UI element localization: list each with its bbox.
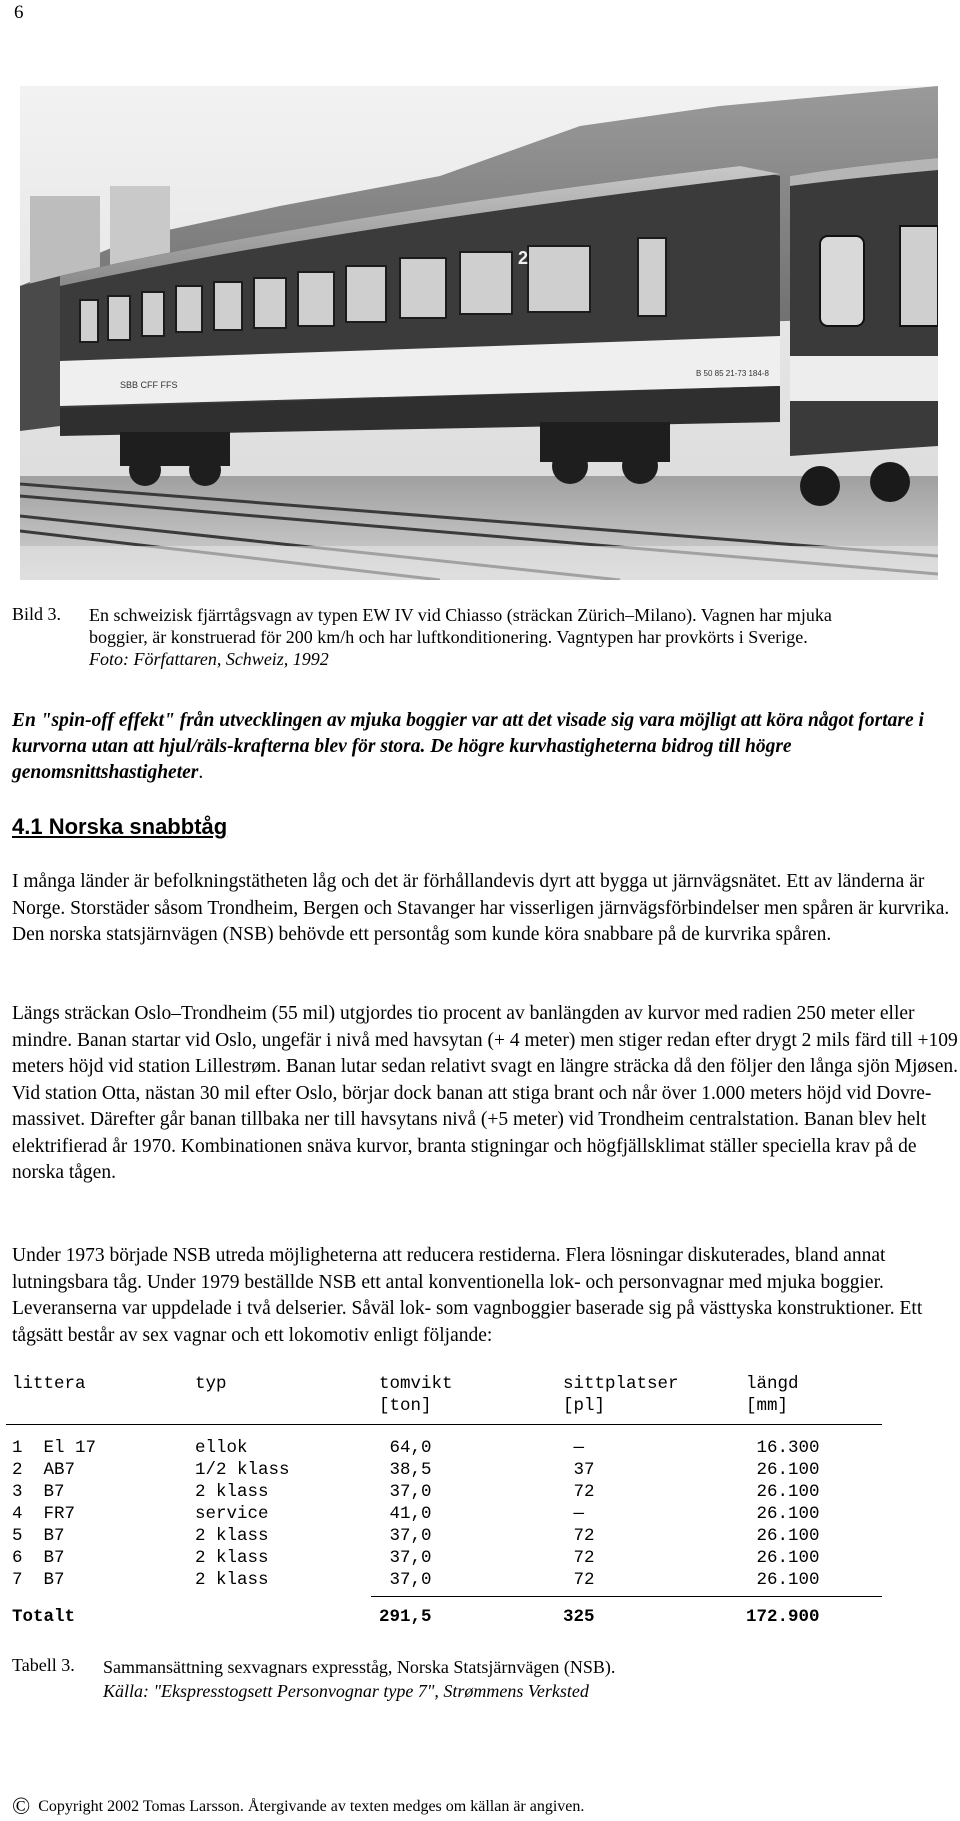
figure-caption-line-1: En schweizisk fjärrtågsvagn av typen EW IV vid Chiasso (sträckan Zürich–Milano). Vagnen har mjuka xyxy=(89,605,832,625)
header-littera: littera xyxy=(12,1374,86,1394)
unit-mm: [mm] xyxy=(746,1396,789,1416)
table-caption-label: Tabell 3. xyxy=(12,1655,75,1675)
table-row xyxy=(12,1460,820,1482)
total-sittplatser: 325 xyxy=(563,1607,595,1627)
cell-tomvikt: 41,0 xyxy=(379,1504,432,1524)
total-label: Totalt xyxy=(12,1607,76,1627)
cell-typ: 1/2 klass xyxy=(195,1460,290,1480)
cell-tomvikt: 37,0 xyxy=(379,1570,432,1590)
table-caption-line-1: Sammansättning sexvagnars expresståg, Norska Statsjärnvägen (NSB). xyxy=(103,1657,616,1677)
cell-sittplatser: — xyxy=(563,1438,585,1458)
intro-text: En "spin-off effekt" från utvecklingen av mjuka boggier var att det visade sig vara möjligt att köra något fortare i kurvorna utan att hjul/räls-krafterna blev för stora. De högre kurvhastigheterna bidrog till högre genomsnittshastigheter xyxy=(12,710,924,783)
cell-typ: service xyxy=(195,1504,269,1524)
cell-littera: 5 B7 xyxy=(12,1526,65,1546)
page-number: 6 xyxy=(14,2,24,23)
figure-caption-line-2: boggier, är konstruerad för 200 km/h och har luftkonditionering. Vagntypen har provkörts i Sverige. xyxy=(89,627,808,647)
car-class-number: 2 xyxy=(518,248,529,268)
cell-sittplatser: — xyxy=(563,1504,585,1524)
cell-sittplatser: 72 xyxy=(563,1526,595,1546)
cell-langd: 26.100 xyxy=(746,1504,820,1524)
copyright-text: Copyright 2002 Tomas Larsson. Återgivande av texten medges om källan är angiven. xyxy=(38,1798,585,1815)
header-langd: längd xyxy=(746,1374,799,1394)
figure-caption xyxy=(89,604,949,670)
section-heading: 4.1 Norska snabbtåg xyxy=(12,814,228,839)
cell-sittplatser: 72 xyxy=(563,1570,595,1590)
header-tomvikt: tomvikt xyxy=(379,1374,453,1394)
train-photo xyxy=(20,86,938,580)
cell-littera: 3 B7 xyxy=(12,1482,65,1502)
table-caption xyxy=(103,1655,923,1703)
cell-tomvikt: 64,0 xyxy=(379,1438,432,1458)
cell-typ: 2 klass xyxy=(195,1548,269,1568)
cell-langd: 26.100 xyxy=(746,1460,820,1480)
table-header-rule xyxy=(6,1424,882,1425)
cell-langd: 16.300 xyxy=(746,1438,820,1458)
cell-tomvikt: 38,5 xyxy=(379,1460,432,1480)
unit-ton: [ton] xyxy=(379,1396,432,1416)
paragraph-1: I många länder är befolkningstätheten låg och det är förhållandevis dyrt att bygga ut järnvägsnätet. Ett av länderna är Norge. Storstäder såsom Trondheim, Bergen och Stavanger har visserligen järnvägsförbindelser men spåren är kurvrika. Den norska statsjärnvägen (NSB) behövde ett persontåg som kunde köra snabbare på de kurvrika spåren. xyxy=(12,871,950,945)
table-source: Källa: "Ekspresstogsett Personvognar type 7", Strømmens Verksted xyxy=(103,1681,589,1701)
intro-period: . xyxy=(198,762,204,783)
header-typ: typ xyxy=(195,1374,227,1394)
cell-littera: 1 El 17 xyxy=(12,1438,97,1458)
table-total-rule xyxy=(371,1596,882,1597)
cell-littera: 4 FR7 xyxy=(12,1504,76,1524)
header-sittplatser: sittplatser xyxy=(563,1374,679,1394)
table-units-row xyxy=(12,1396,789,1418)
cell-tomvikt: 37,0 xyxy=(379,1482,432,1502)
unit-pl: [pl] xyxy=(563,1396,606,1416)
table-row xyxy=(12,1526,820,1548)
table-row xyxy=(12,1548,820,1570)
cell-littera: 7 B7 xyxy=(12,1570,65,1590)
copyright-icon: © xyxy=(12,1794,31,1820)
cell-langd: 26.100 xyxy=(746,1548,820,1568)
table-row xyxy=(12,1570,820,1592)
total-langd: 172.900 xyxy=(746,1607,820,1627)
copyright-footer xyxy=(12,1794,584,1821)
cell-tomvikt: 37,0 xyxy=(379,1526,432,1546)
cell-littera: 6 B7 xyxy=(12,1548,65,1568)
table-row xyxy=(12,1438,820,1460)
cell-langd: 26.100 xyxy=(746,1526,820,1546)
intro-paragraph xyxy=(12,708,948,786)
cell-typ: 2 klass xyxy=(195,1526,269,1546)
photo-credit: Foto: Författaren, Schweiz, 1992 xyxy=(89,649,329,669)
paragraph-3: Under 1973 började NSB utreda möjligheterna att reducera restiderna. Flera lösningar diskuterades, bland annat lutningsbara tåg. Under 1979 beställde NSB ett antal konventionella lok- och personvagnar med mjuka boggier. Leveranserna var uppdelade i två delserier. Såväl lok- som vagnboggier baserade sig på västtyska konstruktioner. Ett tågsätt består av sex vagnar och ett lokomotiv enligt följande: xyxy=(12,1245,923,1346)
train-car-illustration xyxy=(20,86,938,580)
table-total-row xyxy=(12,1607,820,1629)
figure-label: Bild 3. xyxy=(12,604,62,624)
cell-tomvikt: 37,0 xyxy=(379,1548,432,1568)
cell-sittplatser: 37 xyxy=(563,1460,595,1480)
cell-typ: ellok xyxy=(195,1438,248,1458)
table-row xyxy=(12,1482,820,1504)
total-tomvikt: 291,5 xyxy=(379,1607,432,1627)
cell-littera: 2 AB7 xyxy=(12,1460,76,1480)
cell-sittplatser: 72 xyxy=(563,1548,595,1568)
table-row xyxy=(12,1504,820,1526)
cell-typ: 2 klass xyxy=(195,1570,269,1590)
cell-langd: 26.100 xyxy=(746,1570,820,1590)
car-number: B 50 85 21-73 184-8 xyxy=(696,369,769,378)
cell-langd: 26.100 xyxy=(746,1482,820,1502)
table-header-row xyxy=(12,1374,799,1396)
paragraph-2: Längs sträckan Oslo–Trondheim (55 mil) utgjordes tio procent av banlängden av kurvor med radien 250 meter eller mindre. Banan startar vid Oslo, ungefär i nivå med havsytan (+ 4 meter) men stiger redan efter drygt 2 mils färd till +109 meters höjd vid station Lillestrøm. Banan lutar sedan relativt svagt en längre sträcka då den följer den långa sjön Mjøsen. Vid station Otta, nästan 30 mil efter Oslo, börjar dock banan att stiga brant och når över 1.000 meters höjd vid Dovre-massivet. Därefter går banan tillbaka ner till havsytans nivå (+5 meter) vid Trondheim centralstation. Banan blev helt elektrifierad år 1970. Kombinationen snäva kurvor, branta stigningar och högfjällsklimat ställer speciella krav på de norska tågen. xyxy=(12,1003,959,1183)
operator-mark: SBB CFF FFS xyxy=(120,380,178,390)
cell-sittplatser: 72 xyxy=(563,1482,595,1502)
cell-typ: 2 klass xyxy=(195,1482,269,1502)
